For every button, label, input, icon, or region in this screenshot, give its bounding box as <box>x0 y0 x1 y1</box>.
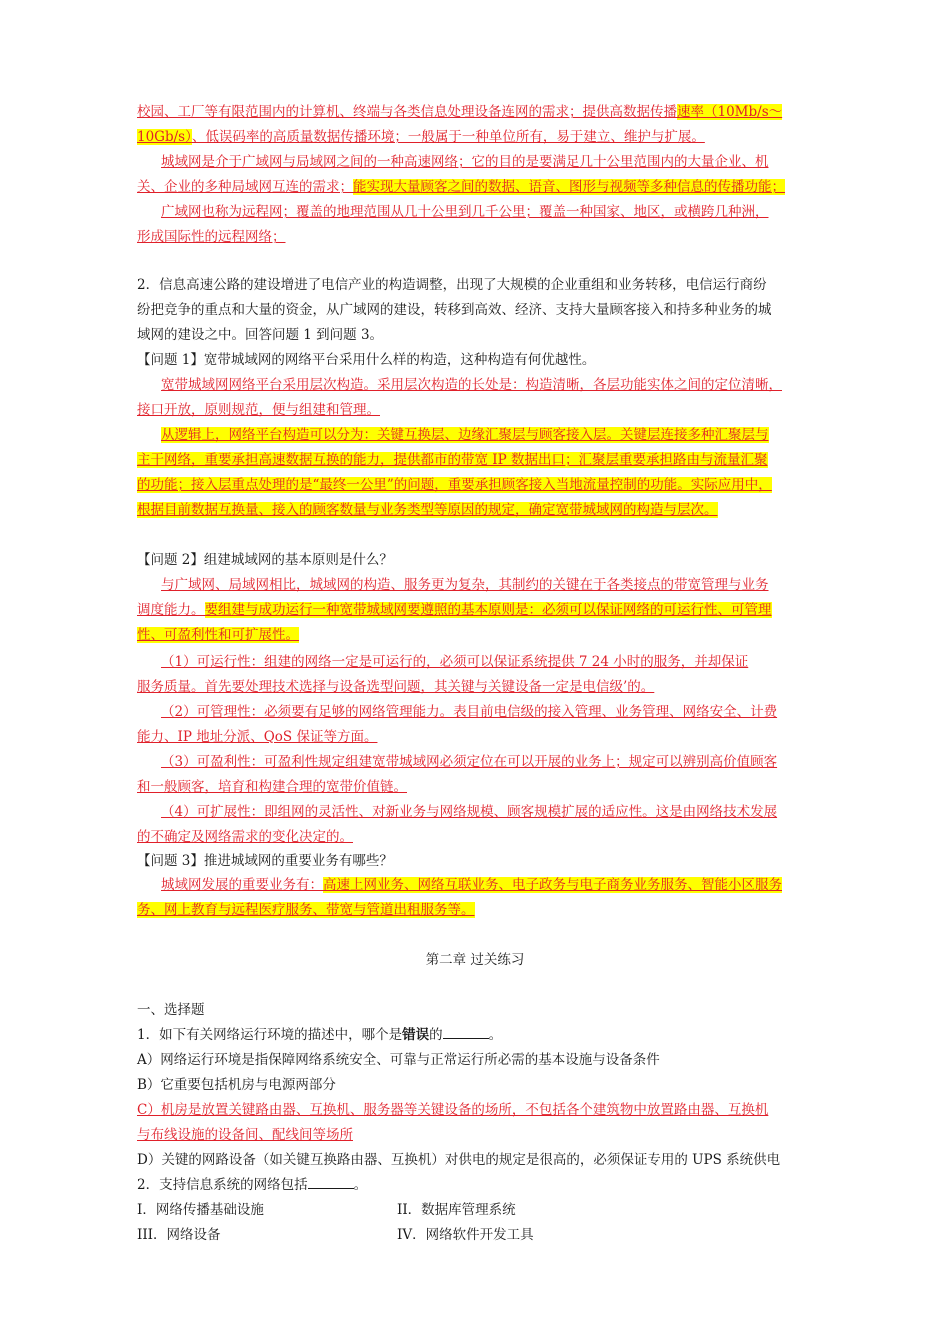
text-line <box>137 100 782 124</box>
text-run: 、低误码率的高质量数据传播环境；一般属于一种单位所有，易于建立、维护与扩展。 <box>191 129 705 145</box>
text-line <box>161 650 748 674</box>
text-line <box>137 825 353 849</box>
chapter-title: 第二章 过关练习 <box>425 952 525 968</box>
text-line <box>137 898 475 922</box>
text-run: 广域网也称为远程网；覆盖的地理范围从几十公里到几千公里；覆盖一种国家、地区，或横跨几种洲， <box>161 204 769 220</box>
text-run: 1．如下有关网络运行环境的描述中，哪个是 <box>137 1027 403 1043</box>
highlighted-run: 根据目前数据互换量、接入的顾客数量与业务类型等原因的规定，确定宽带城域网的构造与层次。 <box>137 502 718 518</box>
highlighted-run: 要组建与成功运行一种宽带城域网要遵照的基本原则是：必须可以保证网络的可运行性、可管理 <box>204 602 772 618</box>
highlighted-run: 速率（10Mb/s～ <box>677 104 783 120</box>
text-line <box>137 473 772 497</box>
option-c-cont <box>137 1123 353 1147</box>
text-line <box>137 725 377 749</box>
text-line <box>161 573 769 597</box>
text-run: 城域网是介于广域网与局域网之间的一种高速网络；它的目的是要满足几十公里范围内的大量企业、机 <box>161 154 769 170</box>
text-line <box>161 423 769 447</box>
text-line: 域网的建设之中。回答问题 1 到问题 3。 <box>137 327 384 343</box>
option-a: A）网络运行环境是指保障网络系统安全、可靠与正常运行所必需的基本设施与设备条件 <box>137 1052 660 1068</box>
text-run: 与广域网、局域网相比，城域网的构造、服务更为复杂，其制约的关键在于各类接点的带宽管理与业务 <box>161 577 769 593</box>
text-run: 关、企业的多种局域网互连的需求； <box>137 179 353 195</box>
highlighted-run: 务、网上教育与远程医疗服务、带宽与管道出租服务等。 <box>137 902 475 918</box>
highlighted-run: 高速上网业务、网络互联业务、电子政务与电子商务业务服务、智能小区服务 <box>323 877 782 893</box>
question-text <box>137 1023 502 1047</box>
text-run: 2．支持信息系统的网络包括 <box>137 1177 308 1193</box>
text-line <box>137 225 286 249</box>
text-run: 服务质量。首先要处理技术选择与设备选型问题，其关键与关键设备一定是电信级’的。 <box>137 679 655 695</box>
text-run: （4）可扩展性：即组网的灵活性、对新业务与网络规模、顾客规模扩展的适应性。这是由网络技术发展 <box>161 804 778 820</box>
text-run: 校园、工厂等有限范围内的计算机、终端与各类信息处理设备连网的需求；提供高数据传播 <box>137 104 677 120</box>
highlighted-run: 10Gb/s） <box>137 129 192 145</box>
text-line <box>161 750 777 774</box>
text-run: C）机房是放置关键路由器、互换机、服务器等关键设备的场所，不包括各个建筑物中放置路由器、互换机 <box>137 1102 769 1118</box>
option-row <box>137 1198 264 1222</box>
text-line <box>137 448 768 472</box>
question-title: 【问题 2】组建城域网的基本原则是什么？ <box>137 552 393 568</box>
highlighted-run: 主干网络，重要承担高速数据互换的能力，提供都市的带宽 IP 数据出口；汇聚层重要承担路由与流量汇聚 <box>137 452 768 468</box>
option-row <box>397 1223 534 1247</box>
text-run: 能力、IP 地址分派、QoS 保证等方面。 <box>137 729 378 745</box>
text-line: 纷把竞争的重点和大量的资金，从广域网的建设，转移到高效、经济、支持大量顾客接入和持多种业务的城 <box>137 302 772 318</box>
text-line <box>161 873 782 897</box>
text-line <box>137 675 654 699</box>
option-item: Ⅰ．网络传播基础设施 <box>137 1202 264 1218</box>
text-line <box>137 623 299 647</box>
text-line <box>161 373 782 397</box>
text-line <box>161 150 769 174</box>
highlighted-run: 的功能；接入层重点处理的是“最终一公里”的问题，重要承担顾客接入当地流量控制的功能。实际应用中， <box>137 477 772 493</box>
question-title: 【问题 3】推进城域网的重要业务有哪些？ <box>137 853 393 869</box>
option-d: D）关键的网路设备（如关键互换路由器、互换机）对供电的规定是很高的，必须保证专用的 UPS 系统供电 <box>137 1152 781 1168</box>
answer-blank <box>443 1024 489 1039</box>
text-run: （3）可盈利性：可盈利性规定组建宽带城域网必须定位在可以开展的业务上；规定可以辨别高价值顾客 <box>161 754 778 770</box>
answer-blank <box>308 1174 354 1189</box>
text-run: 。 <box>488 1027 503 1043</box>
text-line: 2．信息高速公路的建设增进了电信产业的构造调整，出现了大规模的企业重组和业务转移，电信运行商纷 <box>137 277 767 293</box>
text-run: 的 <box>429 1027 443 1043</box>
text-run: 。 <box>353 1177 368 1193</box>
text-run: 调度能力。 <box>137 602 205 618</box>
option-b: B）它重要包括机房与电源两部分 <box>137 1077 336 1093</box>
text-run: 与布线设施的设备间、配线间等场所 <box>137 1127 353 1143</box>
option-row <box>137 1223 221 1247</box>
text-line <box>137 775 407 799</box>
text-line <box>161 200 769 224</box>
section-heading: 一、选择题 <box>137 1002 205 1018</box>
text-run: 城域网发展的重要业务有： <box>161 877 323 893</box>
text-run: 和一般顾客，培育和构建合理的宽带价值链。 <box>137 779 407 795</box>
text-line <box>137 398 380 422</box>
highlighted-run: 能实现大量顾客之间的数据、语音、图形与视频等多种信息的传播功能； <box>353 179 785 195</box>
question-text <box>137 1173 367 1197</box>
text-run: （1）可运行性：组建的网络一定是可运行的，必须可以保证系统提供 7 24 小时的服务，并却保证 <box>161 654 749 670</box>
text-line <box>137 175 785 199</box>
text-run: 形成国际性的远程网络； <box>137 229 286 245</box>
option-row <box>397 1198 516 1222</box>
highlighted-run: 从逻辑上，网络平台构造可以分为：关键互换层、边缘汇聚层与顾客接入层。关键层连接多种汇聚层与 <box>161 427 769 443</box>
text-run: 宽带城域网网络平台采用层次构造。采用层次构造的长处是：构造清晰，各层功能实体之间的定位清晰， <box>161 377 782 393</box>
text-line <box>137 125 705 149</box>
text-line <box>137 498 718 522</box>
question-title: 【问题 1】宽带城域网的网络平台采用什么样的构造，这种构造有何优越性。 <box>137 352 596 368</box>
bold-run: 错误 <box>402 1027 430 1043</box>
option-c <box>137 1098 768 1122</box>
option-item: IV．网络软件开发工具 <box>397 1227 534 1243</box>
text-run: 接口开放，原则规范，便与组建和管理。 <box>137 402 380 418</box>
text-run: 的不确定及网络需求的变化决定的。 <box>137 829 353 845</box>
text-line <box>161 800 777 824</box>
option-item: III．网络设备 <box>137 1227 221 1243</box>
option-item: II．数据库管理系统 <box>397 1202 516 1218</box>
text-line <box>161 700 777 724</box>
highlighted-run: 性、可盈利性和可扩展性。 <box>137 627 299 643</box>
text-run: （2）可管理性：必须要有足够的网络管理能力。表目前电信级的接入管理、业务管理、网络安全、计费 <box>161 704 778 720</box>
text-line <box>137 598 772 622</box>
